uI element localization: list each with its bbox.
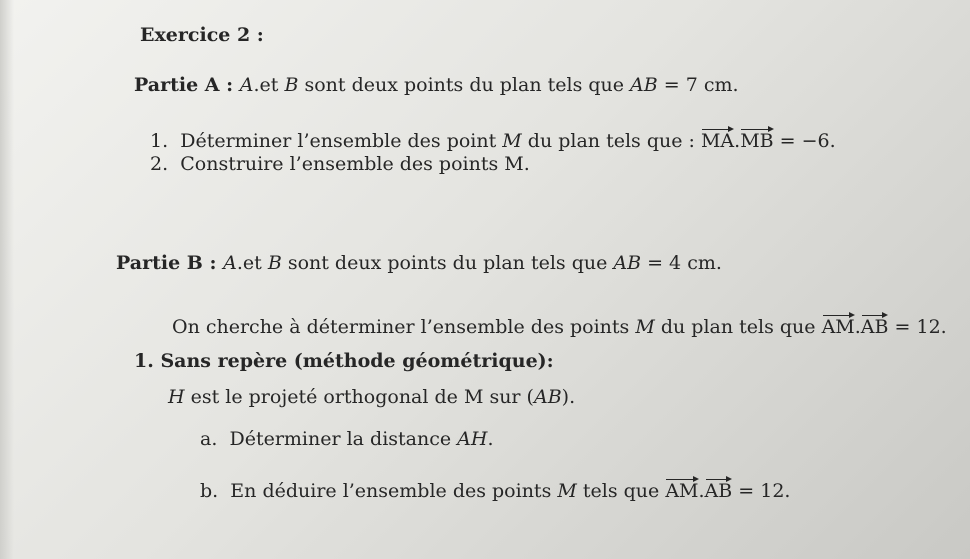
question-number: 1. — [150, 130, 169, 152]
vector-am: AM — [821, 316, 855, 338]
question-2 — [150, 153, 530, 175]
paper-edge-shadow — [0, 0, 14, 559]
point-b: B — [284, 74, 299, 96]
question-text-2: du plan tels que : — [521, 130, 701, 152]
dot: . — [854, 316, 861, 338]
point-a: A — [223, 252, 237, 274]
question-letter: a. — [200, 428, 218, 450]
part-b-intro — [172, 314, 947, 338]
distance-value: = 7 cm. — [657, 74, 739, 96]
part-b-statement — [116, 252, 722, 274]
dot: . — [734, 130, 741, 152]
dot: . — [698, 480, 705, 502]
equation-value: = 12. — [732, 480, 791, 502]
part-a-statement — [134, 74, 739, 96]
intro-text: On cherche à déterminer l’ensemble des points — [172, 316, 636, 338]
distance-ab: AB — [630, 74, 658, 96]
distance-ah: AH — [457, 428, 488, 450]
question-text: Déterminer la distance — [229, 428, 458, 450]
equation-value: = −6. — [773, 130, 836, 152]
vector-mb: MB — [740, 130, 774, 152]
text: . — [487, 428, 494, 450]
text: sont deux points du plan tels que — [281, 252, 614, 274]
point-m: M — [502, 130, 522, 152]
question-number: 2. — [150, 153, 169, 175]
vector-ab: AB — [704, 480, 733, 502]
question-letter: b. — [200, 480, 219, 502]
section-1-title: 1. Sans repère (méthode géométrique): — [134, 350, 554, 372]
point-b: B — [267, 252, 282, 274]
point-m: M — [557, 480, 577, 502]
part-b-label: Partie B : — [116, 252, 224, 274]
text: ). — [561, 386, 576, 408]
vector-am: AM — [665, 480, 699, 502]
question-text: En déduire l’ensemble des points — [230, 480, 558, 502]
exercise-title: Exercice 2 : — [140, 24, 264, 46]
distance-ab: AB — [613, 252, 642, 274]
text: .et — [253, 74, 285, 96]
part-a-label: Partie A : — [134, 74, 240, 96]
line-ab: AB — [533, 386, 562, 408]
projection-statement — [168, 386, 575, 408]
intro-text-2: du plan tels que — [654, 316, 822, 338]
equation-value: = 12. — [888, 316, 947, 338]
question-text: Construire l’ensemble des points M. — [180, 153, 530, 175]
point-m: M — [635, 316, 655, 338]
question-b — [200, 478, 790, 502]
text: .et — [236, 252, 268, 274]
vector-ma: MA — [700, 130, 735, 152]
point-h: H — [168, 386, 185, 408]
vector-ab: AB — [860, 316, 889, 338]
text: est le projeté orthogonal de M sur ( — [184, 386, 534, 408]
question-text-2: tels que — [576, 480, 666, 502]
question-a — [200, 428, 494, 450]
point-a: A — [239, 74, 254, 96]
question-text: Déterminer l’ensemble des point — [180, 130, 503, 152]
text: sont deux points du plan tels que — [298, 74, 631, 96]
distance-value: = 4 cm. — [641, 252, 722, 274]
question-1 — [150, 128, 836, 152]
